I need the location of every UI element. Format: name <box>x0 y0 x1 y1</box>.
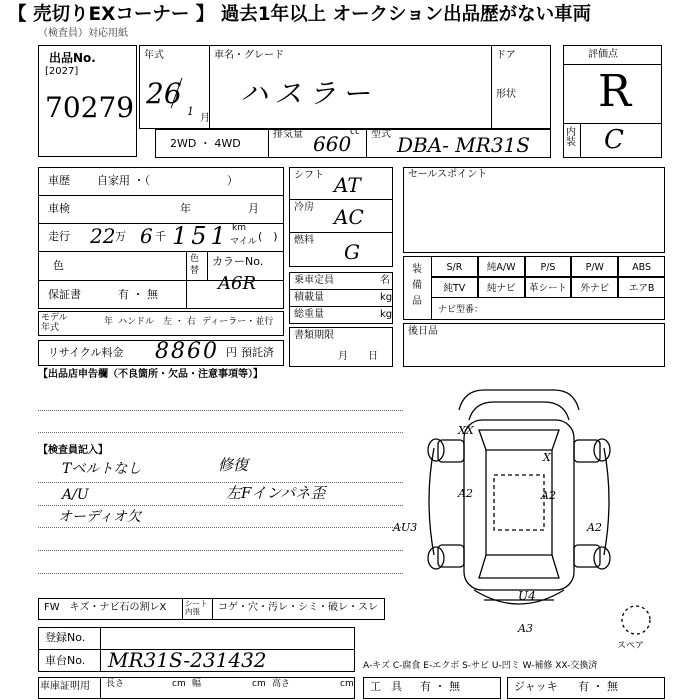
jack-label: ジャッキ <box>514 680 558 693</box>
load-label: 積載量 <box>294 292 324 303</box>
color-code-value: A6R <box>218 273 257 294</box>
reg-no-label: 登録No. <box>45 631 86 644</box>
model-year-handle: ハンドル 左 ・ 右 <box>118 317 196 327</box>
fuel-label: 燃料 <box>294 235 314 246</box>
navi-model-label: ナビ型番： <box>438 305 484 315</box>
damage-mark-5: AU3 <box>393 521 418 534</box>
history-label: 車歴 <box>48 174 70 187</box>
drive-label: 2WD ・ 4WD <box>170 137 241 150</box>
cert-height-unit: cm <box>340 679 354 689</box>
mileage-sen: 6 <box>140 224 153 248</box>
recycle-value: 8860 <box>155 339 219 364</box>
warranty-label: 保証書 <box>48 288 81 301</box>
mileage-label: 走行 <box>48 230 70 243</box>
cert-length-label: 長さ <box>106 679 125 689</box>
warranty-value: 有 ・ 無 <box>118 288 158 301</box>
equipment-cell: S/R <box>431 256 478 277</box>
equipment-cell: エアB <box>618 277 665 298</box>
note-1: Tベルトなし <box>62 461 142 477</box>
year-value: 26 <box>146 77 182 110</box>
recycle-status: 預託済 <box>241 346 274 359</box>
tools-label: 工具 <box>370 680 412 693</box>
sales-point-label: セールスポイント <box>408 169 488 180</box>
shift-label: シフト <box>294 170 324 181</box>
banner: 【 売切りEXコーナー 】 過去1年以上 オークション出品歴がない車両 <box>8 4 592 25</box>
form-subtitle: （検査員）対応用紙 <box>38 28 128 39</box>
capacity-unit: 名 <box>380 275 390 286</box>
grade-label: 評価点 <box>588 49 618 60</box>
load-unit: kg <box>380 292 393 303</box>
inspection-month: 月 <box>248 202 259 215</box>
equipment-cell: 純ナビ <box>478 277 525 298</box>
doc-period-unit: 月日 <box>338 351 398 362</box>
lot-number-box <box>38 45 137 157</box>
color-label: 色 <box>53 259 64 272</box>
ac-value: AC <box>334 205 364 229</box>
damage-mark-8: A3 <box>518 622 533 635</box>
cert-height-label: 高さ <box>272 679 291 689</box>
chassis-value: MR31S-231432 <box>108 648 267 672</box>
fw-row: FW キズ・ナビ石の割レX <box>44 602 167 613</box>
displacement-unit: ㏄ <box>350 126 360 137</box>
lot-label: 出品No. <box>49 51 96 65</box>
damage-mark-2: X <box>543 451 551 464</box>
garage-cert-label: 車庫証明用 <box>40 681 90 692</box>
year-month-unit: 月 <box>200 113 210 124</box>
cert-width-label: 幅 <box>192 679 202 689</box>
equipment-cell: P/S <box>525 256 572 277</box>
damage-mark-3: A2 <box>458 487 473 500</box>
history-value: 自家用 ・（ ） <box>97 174 238 187</box>
type-label: 型式 <box>371 129 391 140</box>
capacity-label: 乗車定員 <box>294 275 334 286</box>
mileage-sen-unit: 千 <box>155 230 166 243</box>
model-name-value: ハスラー <box>240 77 377 110</box>
displacement-value: 660 <box>313 132 352 156</box>
cert-length-unit: cm <box>172 679 186 689</box>
equipment-label: 装備品 <box>412 264 422 307</box>
jack-value: 有 ・ 無 <box>578 680 618 693</box>
equipment-cell: 純TV <box>431 277 478 298</box>
delivery-box <box>403 323 665 367</box>
tools-value: 有 ・ 無 <box>420 680 460 693</box>
seat-label: シート内張 <box>185 599 208 617</box>
year-label: 年式 <box>144 50 164 61</box>
damage-legend: A-キズ C-腐食 E-エクボ S-サビ U-凹ミ W-補修 XX-交換済 <box>363 661 598 671</box>
shape-label: 形状 <box>496 89 516 100</box>
delivery-label: 後日品 <box>408 326 438 337</box>
displacement-label: 排気量 <box>273 129 303 140</box>
note-3: オーディオ欠 <box>58 509 141 525</box>
damage-mark-1: XX <box>458 424 474 437</box>
mileage-mile: マイル <box>230 237 257 247</box>
note-2: A/U <box>62 487 89 503</box>
shift-value: AT <box>334 173 361 197</box>
door-label: ドア <box>496 50 516 61</box>
equipment-cell: 純A/W <box>478 256 525 277</box>
damage-mark-4: A2 <box>541 489 556 502</box>
recycle-label: リサイクル料金 <box>48 346 124 359</box>
damage-mark-6: A2 <box>587 521 602 534</box>
inspection-label: 車検 <box>48 202 70 215</box>
model-year-year: 年 <box>104 317 114 327</box>
mileage-man: 22 <box>90 224 116 248</box>
chassis-label: 車台No. <box>45 654 86 667</box>
mileage-paren: ( ) <box>258 230 278 243</box>
weight-label: 総重量 <box>294 309 324 320</box>
note-5: 左Fインパネ歪 <box>226 484 326 502</box>
recycle-unit: 円 <box>226 346 237 359</box>
equipment-cell: ABS <box>618 256 665 277</box>
spare-label: スペア <box>617 641 645 651</box>
lot-number: 70279 <box>45 91 135 124</box>
color-change-label: 色替 <box>190 254 200 276</box>
damage-mark-7: U4 <box>518 589 536 603</box>
color-code-label: カラーNo. <box>212 255 264 268</box>
type-value: DBA- MR31S <box>397 133 530 157</box>
inspection-year: 年 <box>180 202 191 215</box>
cert-width-unit: cm <box>252 679 266 689</box>
ac-label: 冷房 <box>294 202 314 213</box>
car-damage-diagram <box>404 380 700 638</box>
inspector-label: 【検査員記入】 <box>38 445 108 456</box>
model-year-dealer: ディーラー・並行 <box>202 317 274 327</box>
equipment-cell: 革シート <box>525 277 572 298</box>
mileage-rest: 151 <box>172 222 230 250</box>
note-4: 修復 <box>218 456 249 474</box>
equipment-cell: 外ナビ <box>571 277 618 298</box>
mileage-km: km <box>232 223 246 233</box>
interior-label: 内装 <box>566 127 576 148</box>
mileage-man-unit: 万 <box>115 230 126 243</box>
doc-period-label: 書類期限 <box>294 330 334 341</box>
equipment-cell: P/W <box>571 256 618 277</box>
seat-row: コゲ・穴・汚レ・シミ・破レ・スレ <box>218 602 378 613</box>
weight-unit: kg <box>380 309 393 320</box>
interior-value: C <box>604 125 624 155</box>
fuel-value: G <box>344 240 360 264</box>
grade-value: R <box>598 66 632 117</box>
model-name-label: 車名・グレード <box>214 50 284 61</box>
declaration-label: 【出品店申告欄（不良箇所・欠品・注意事項等）】 <box>38 369 263 380</box>
lot-sub: [2027] <box>45 66 79 77</box>
year-month: 1 <box>187 105 194 118</box>
model-year-label: モデル年式 <box>41 313 68 334</box>
